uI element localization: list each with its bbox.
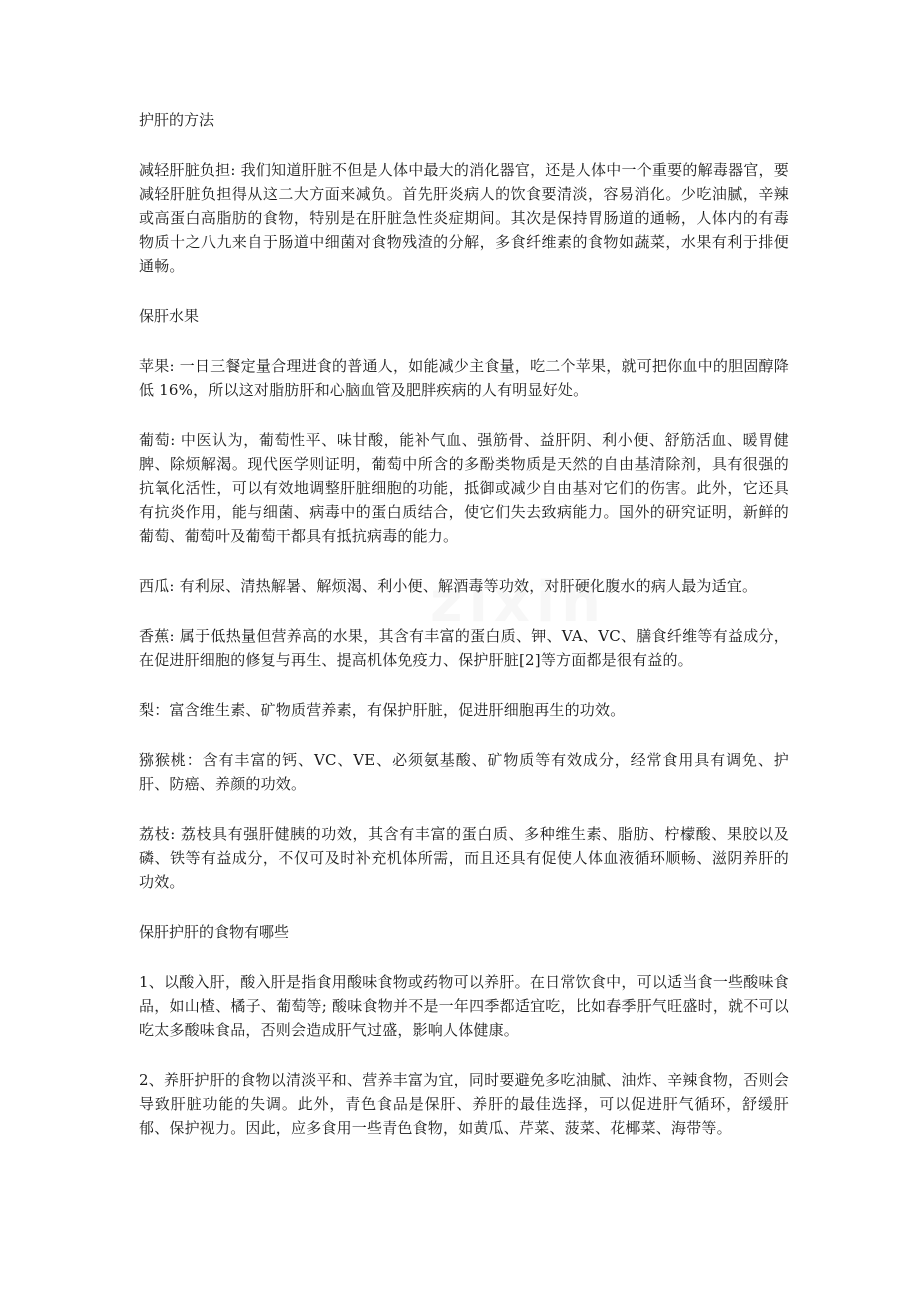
document-body bbox=[139, 108, 789, 1166]
paragraph-grape: 葡萄: 中医认为，葡萄性平、味甘酸，能补气血、强筋骨、益肝阴、利小便、舒筋活血、暖胃健脾、除烦解渴。现代医学则证明，葡萄中所含的多酚类物质是天然的自由基清除剂，具有很强的抗氧化活性，可以有效地调整肝脏细胞的功能，抵御或减少自由基对它们的伤害。此外，它还具有抗炎作用，能与细菌、病毒中的蛋白质结合，使它们失去致病能力。国外的研究证明，新鲜的葡萄、葡萄叶及葡萄干都具有抵抗病毒的能力。 bbox=[139, 431, 789, 545]
paragraph-pear: 梨：富含维生素、矿物质营养素，有保护肝脏，促进肝细胞再生的功效。 bbox=[139, 701, 626, 719]
watermark: zixin bbox=[430, 570, 607, 635]
section-title-liver-care-methods: 护肝的方法 bbox=[139, 111, 215, 129]
paragraph-light-foods: 2、养肝护肝的食物以清淡平和、营养丰富为宜，同时要避免多吃油腻、油炸、辛辣食物，否则会导致肝脏功能的失调。此外，青色食品是保肝、养肝的最佳选择，可以促进肝气循环，舒缓肝郁、保护视力。因此，应多食用一些青色食物，如黄瓜、芹菜、菠菜、花椰菜、海带等。 bbox=[139, 1071, 789, 1137]
paragraph-banana: 香蕉: 属于低热量但营养高的水果，其含有丰富的蛋白质、钾、VA、VC、膳食纤维等有益成分，在促进肝细胞的修复与再生、提高机体免疫力、保护肝脏[2]等方面都是很有益的。 bbox=[139, 627, 789, 669]
section-title-liver-fruits: 保肝水果 bbox=[139, 307, 200, 325]
paragraph-lychee: 荔枝: 荔枝具有强肝健胰的功效，其含有丰富的蛋白质、多种维生素、脂肪、柠檬酸、果胶以及磷、铁等有益成分，不仅可及时补充机体所需，而且还具有促使人体血液循环顺畅、滋阴养肝的功效。 bbox=[139, 825, 789, 891]
paragraph-reduce-liver-burden: 减轻肝脏负担: 我们知道肝脏不但是人体中最大的消化器官，还是人体中一个重要的解毒器官，要减轻肝脏负担得从这二大方面来减负。首先肝炎病人的饮食要清淡，容易消化。少吃油腻，辛辣或高蛋白高脂肪的食物，特别是在肝脏急性炎症期间。其次是保持胃肠道的通畅，人体内的有毒物质十之八九来自于肠道中细菌对食物残渣的分解，多食纤维素的食物如蔬菜，水果有利于排便通畅。 bbox=[139, 161, 789, 275]
paragraph-kiwi: 猕猴桃：含有丰富的钙、VC、VE、必须氨基酸、矿物质等有效成分，经常食用具有调免、护肝、防癌、养颜的功效。 bbox=[139, 751, 789, 793]
paragraph-apple: 苹果: 一日三餐定量合理进食的普通人，如能减少主食量，吃二个苹果，就可把你血中的胆固醇降低 16%，所以这对脂肪肝和心脑血管及肥胖疾病的人有明显好处。 bbox=[139, 357, 789, 399]
paragraph-watermelon: 西瓜: 有利尿、清热解暑、解烦渴、利小便、解酒毒等功效，对肝硬化腹水的病人最为适宜。 bbox=[139, 577, 758, 595]
section-title-liver-foods: 保肝护肝的食物有哪些 bbox=[139, 923, 290, 941]
paragraph-sour-foods: 1、以酸入肝，酸入肝是指食用酸味食物或药物可以养肝。在日常饮食中，可以适当食一些酸味食品，如山楂、橘子、葡萄等; 酸味食物并不是一年四季都适宜吃，比如春季肝气旺盛时，就不可以吃太多酸味食品，否则会造成肝气过盛，影响人体健康。 bbox=[139, 973, 789, 1039]
